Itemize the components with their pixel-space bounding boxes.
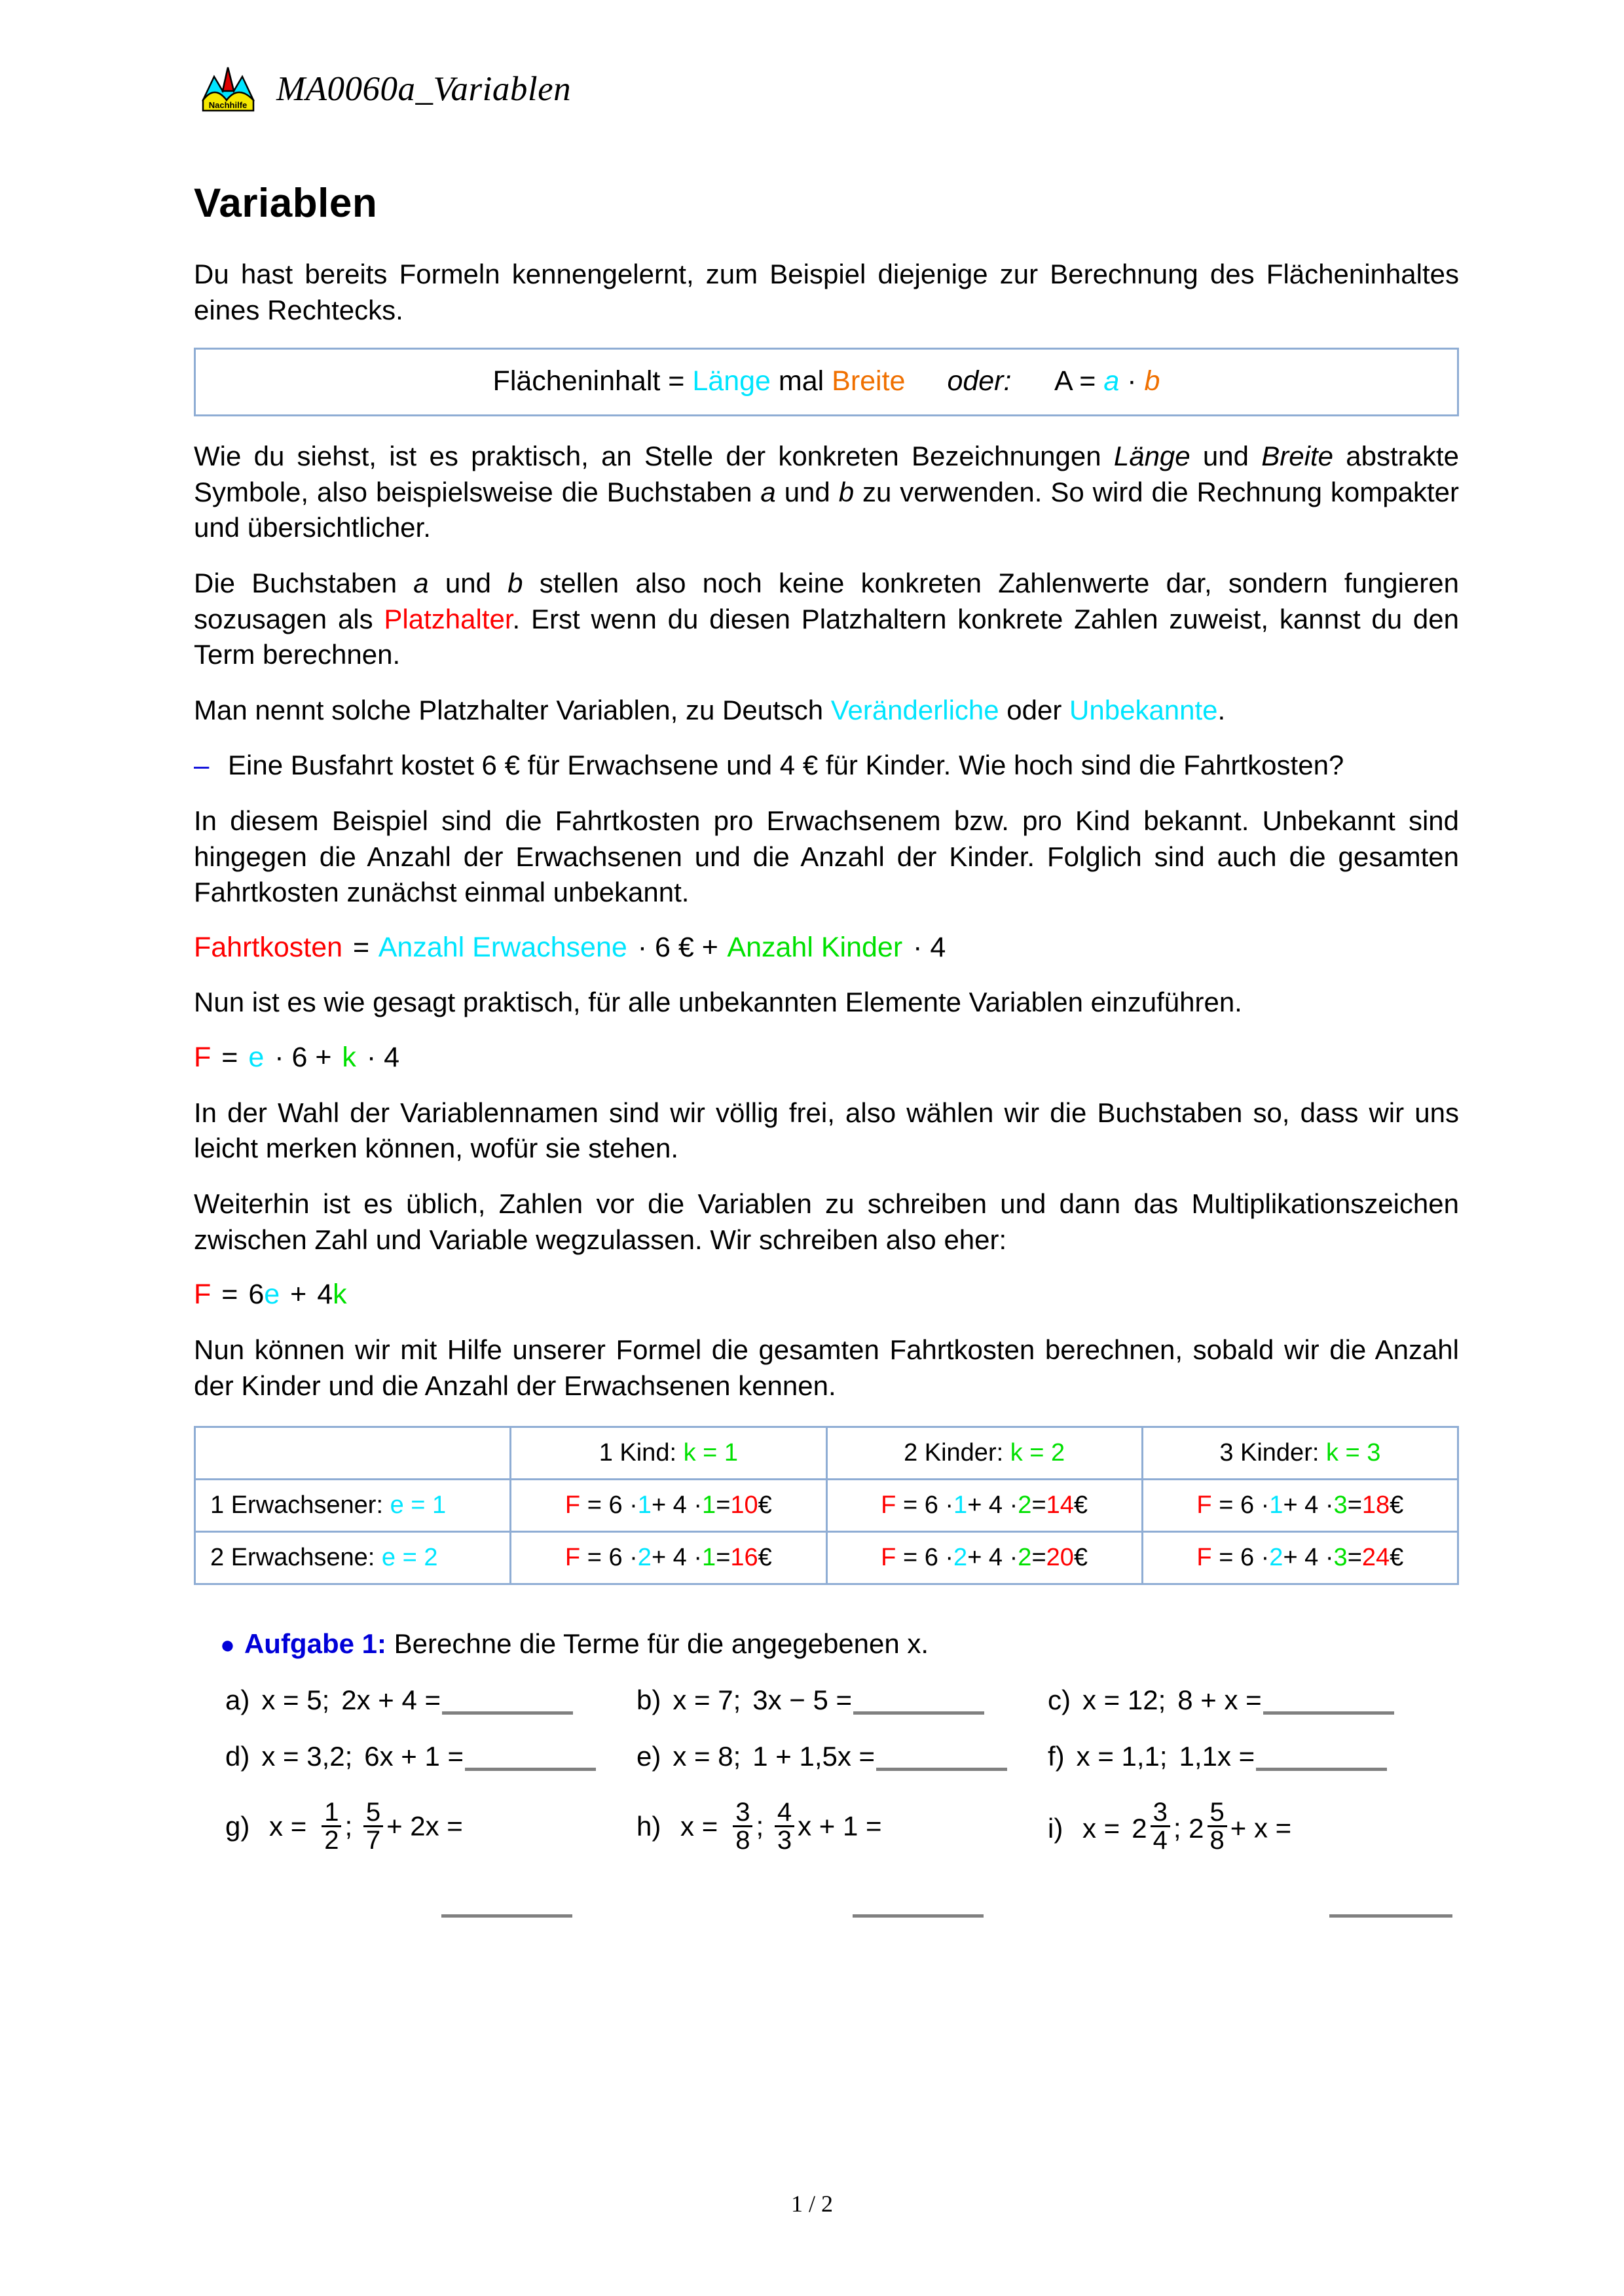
pp-b: b xyxy=(507,567,523,598)
table-cell xyxy=(826,1532,1142,1584)
exercise-b xyxy=(637,1685,1048,1716)
formula-dot: · xyxy=(1127,365,1137,397)
formula-laenge: Länge xyxy=(692,365,771,397)
pp-text-1: Die Buchstaben xyxy=(194,567,414,598)
ps-laenge: Länge xyxy=(1113,441,1190,472)
aufgabe-title: Aufgabe 1: xyxy=(244,1628,386,1660)
exercise-g xyxy=(225,1798,637,1918)
ff-anzahl-kinder: Anzahl Kinder xyxy=(727,931,903,963)
table-cell xyxy=(826,1480,1142,1532)
c-plus: + 4 · xyxy=(967,1491,1018,1520)
exercise-c xyxy=(1048,1685,1459,1716)
bullet-dot-icon: ● xyxy=(220,1631,235,1660)
g-given-numerator: 1 xyxy=(324,1798,339,1827)
g-term-denominator: 7 xyxy=(363,1825,383,1854)
exercise-f xyxy=(1048,1741,1459,1772)
exercise-h-answer-line[interactable] xyxy=(853,1914,984,1918)
ps-breite: Breite xyxy=(1261,441,1333,472)
fs-e: e xyxy=(264,1279,280,1311)
exercise-i-answer-line[interactable] xyxy=(1329,1914,1452,1918)
pv-text-2: oder xyxy=(999,694,1070,725)
exercise-i-semicolon: ; xyxy=(1173,1812,1181,1844)
exercise-h-given-fraction xyxy=(733,1800,752,1854)
paragraph-beispiel: In diesem Beispiel sind die Fahrtkosten pro Erwachsenem bzw. pro Kind bekannt. Unbekannt sind hingegen die Anzahl der Erwachsenen und die Anzahl der Kinder. Folglich sind auch die gesamten Fahrtkosten zunächst einmal unbekannt. xyxy=(194,805,1459,908)
exercise-g-given-fraction xyxy=(322,1800,341,1854)
c-result: 14 xyxy=(1046,1491,1074,1520)
paragraph-wahl: In der Wahl der Variablennamen sind wir völlig frei, also wählen wir die Buchstaben so, dass wir uns leicht merken können, wofür sie stehen. xyxy=(194,1097,1459,1164)
formula-f-long xyxy=(194,1040,1459,1076)
pv-text-3: . xyxy=(1217,694,1226,725)
c-plus: + 4 · xyxy=(1283,1491,1334,1520)
svg-text:Nachhilfe: Nachhilfe xyxy=(208,100,248,110)
exercise-h-term-tail: x + 1 = xyxy=(798,1810,882,1842)
intro-paragraph: Du hast bereits Formeln kennengelernt, zum Beispiel diejenige zur Berechnung des Flächeninhaltes eines Rechtecks. xyxy=(194,259,1459,325)
exercise-g-answer-line[interactable] xyxy=(441,1914,572,1918)
c-eq2: = xyxy=(1031,1544,1046,1572)
ps-text-1: Wie du siehst, ist es praktisch, an Stelle der konkreten Bezeichnungen xyxy=(194,441,1114,472)
c-e: 2 xyxy=(1269,1544,1283,1572)
fl-mid: · 6 + xyxy=(274,1042,332,1074)
fs-four: 4 xyxy=(317,1279,333,1311)
th2-eq: = xyxy=(1022,1439,1052,1467)
fs-equals: = xyxy=(221,1279,238,1311)
th3-eq: = xyxy=(1338,1439,1367,1467)
th2-k: k xyxy=(1010,1439,1023,1467)
rh1-prefix: 1 Erwachsener: xyxy=(210,1491,390,1520)
page-header xyxy=(196,62,571,116)
nachhilfe-logo-icon xyxy=(196,62,259,116)
formula-mal: mal xyxy=(778,365,824,397)
table-cell xyxy=(1142,1532,1458,1584)
c-plus: + 4 · xyxy=(651,1544,703,1572)
c-k: 3 xyxy=(1333,1491,1348,1520)
bullet-busfahrt-text: Eine Busfahrt kostet 6 € für Erwachsene und 4 € für Kinder. Wie hoch sind die Fahrtkosten? xyxy=(228,750,1344,781)
table-col-header-1 xyxy=(511,1427,826,1480)
formula-label: Flächeninhalt xyxy=(492,365,661,397)
c-eq: = 6 · xyxy=(896,1544,954,1572)
area-formula-box xyxy=(194,348,1459,416)
exercise-d-label: d) xyxy=(225,1741,250,1772)
h-given-denominator: 8 xyxy=(733,1825,752,1854)
exercise-d-given: x = 3,2; xyxy=(261,1741,353,1772)
c-f: F xyxy=(564,1491,581,1520)
bullet-busfahrt xyxy=(194,748,1459,784)
formula-a-var: a xyxy=(1103,365,1120,397)
exercise-g-label: g) xyxy=(225,1810,250,1842)
exercise-i-given-fraction xyxy=(1151,1800,1170,1854)
c-eq2: = xyxy=(1031,1491,1046,1520)
c-f: F xyxy=(564,1544,581,1572)
exercise-f-term: 1,1x = xyxy=(1179,1741,1255,1772)
formula-b-var: b xyxy=(1144,365,1160,397)
c-f: F xyxy=(881,1491,896,1520)
exercise-row-2 xyxy=(194,1741,1459,1772)
ff-fahrtkosten: Fahrtkosten xyxy=(194,931,343,963)
fl-k: k xyxy=(342,1042,356,1074)
fs-k: k xyxy=(333,1279,347,1311)
formula-fahrtkosten xyxy=(194,930,1459,966)
rh2-prefix: 2 Erwachsene: xyxy=(210,1544,382,1572)
pv-unbekannte: Unbekannte xyxy=(1069,694,1218,725)
c-f: F xyxy=(1196,1544,1212,1572)
exercise-e-answer-line[interactable] xyxy=(876,1743,1007,1771)
exercise-row-1 xyxy=(194,1685,1459,1716)
exercise-g-term-tail: + 2x = xyxy=(386,1810,463,1842)
ff-tail: · 4 xyxy=(913,931,946,963)
th2-value: 2 xyxy=(1051,1439,1065,1467)
th3-prefix: 3 Kinder: xyxy=(1219,1439,1326,1467)
exercise-h-label: h) xyxy=(637,1810,661,1842)
exercise-i-x-eq: x = xyxy=(1082,1812,1120,1844)
exercise-b-term: 3x − 5 = xyxy=(752,1685,853,1716)
c-unit: € xyxy=(1073,1491,1088,1520)
pv-veraenderliche: Veränderliche xyxy=(830,694,999,725)
c-plus: + 4 · xyxy=(651,1491,703,1520)
ps-text-5: zu verwenden. So wird die Rechnung kompakter und übersichtlicher. xyxy=(194,476,1459,543)
exercise-i-term-mixed xyxy=(1189,1798,1230,1855)
exercise-e-given: x = 8; xyxy=(673,1741,741,1772)
exercise-e-label: e) xyxy=(637,1741,661,1772)
paragraph-einfuehren: Nun ist es wie gesagt praktisch, für alle unbekannten Elemente Variablen einzuführen. xyxy=(194,987,1242,1018)
i-given-numerator: 3 xyxy=(1153,1798,1168,1827)
ps-b: b xyxy=(838,476,855,507)
rh2-e: e xyxy=(381,1544,396,1572)
aufgabe-instruction: Berechne die Terme für die angegebenen x. xyxy=(386,1628,929,1660)
th3-value: 3 xyxy=(1367,1439,1381,1467)
c-result: 20 xyxy=(1046,1544,1074,1572)
formula-f-short xyxy=(194,1277,1459,1313)
table-header-row xyxy=(195,1427,1458,1480)
rh1-e: e xyxy=(390,1491,404,1520)
rh1-eq: = xyxy=(403,1491,433,1520)
pp-text-3: stellen also noch keine konkreten Zahlenwerte dar, sondern fungieren sozusagen als xyxy=(194,567,1459,634)
exercise-c-given: x = 12; xyxy=(1082,1685,1166,1716)
ps-a: a xyxy=(760,476,776,507)
c-result: 24 xyxy=(1361,1544,1390,1572)
exercise-d-answer-line[interactable] xyxy=(465,1743,596,1771)
exercise-f-given: x = 1,1; xyxy=(1076,1741,1168,1772)
exercise-i-term-fraction xyxy=(1208,1800,1227,1854)
h-term-denominator: 3 xyxy=(775,1825,794,1854)
exercise-g-term-fraction xyxy=(363,1800,383,1854)
fs-f: F xyxy=(194,1279,212,1311)
rh2-value: 2 xyxy=(424,1544,438,1572)
i-term-denominator: 8 xyxy=(1208,1825,1227,1854)
c-e: 1 xyxy=(1269,1491,1283,1520)
c-result: 18 xyxy=(1361,1491,1390,1520)
c-f: F xyxy=(881,1544,896,1572)
exercise-i-given-mixed xyxy=(1132,1798,1173,1855)
paragraph-weiterhin: Weiterhin ist es üblich, Zahlen vor die Variablen zu schreiben und dann das Multiplikationszeichen zwischen Zahl und Variable wegzulassen. Wir schreiben also eher: xyxy=(194,1188,1459,1255)
page-footer: 1 / 2 xyxy=(790,2191,833,2217)
c-plus: + 4 · xyxy=(967,1544,1018,1572)
ff-mid: · 6 € + xyxy=(637,931,718,963)
fs-six: 6 xyxy=(248,1279,265,1311)
table-corner-cell xyxy=(195,1427,511,1480)
exercise-f-answer-line[interactable] xyxy=(1256,1743,1387,1771)
pv-text-1: Man nennt solche Platzhalter Variablen, zu Deutsch xyxy=(194,694,831,725)
fl-tail: · 4 xyxy=(366,1042,400,1074)
fl-equals: = xyxy=(221,1042,238,1074)
c-f: F xyxy=(1196,1491,1212,1520)
exercise-d xyxy=(225,1741,637,1772)
pp-text-4: . Erst wenn du diesen Platzhaltern konkrete Zahlen zuweist, kannst du den Term berechnen. xyxy=(194,603,1459,670)
paragraph-platzhalter xyxy=(194,566,1459,673)
formula-oder: oder: xyxy=(947,365,1012,397)
paragraph-symbole xyxy=(194,439,1459,546)
th1-value: 1 xyxy=(724,1439,739,1467)
c-unit: € xyxy=(1390,1544,1404,1572)
exercise-a xyxy=(225,1685,637,1716)
i-term-whole: 2 xyxy=(1189,1812,1204,1844)
table-row xyxy=(195,1532,1458,1584)
c-unit: € xyxy=(1073,1544,1088,1572)
i-term-numerator: 5 xyxy=(1209,1798,1225,1827)
exercise-f-label: f) xyxy=(1048,1741,1065,1772)
aufgabe-heading xyxy=(194,1628,1459,1660)
c-k: 1 xyxy=(702,1544,716,1572)
exercise-d-term: 6x + 1 = xyxy=(364,1741,464,1772)
exercise-b-label: b) xyxy=(637,1685,661,1716)
c-eq2: = xyxy=(716,1491,731,1520)
table-cell xyxy=(511,1480,826,1532)
exercise-c-label: c) xyxy=(1048,1685,1071,1716)
c-unit: € xyxy=(758,1491,772,1520)
fl-e: e xyxy=(248,1042,265,1074)
c-k: 1 xyxy=(702,1491,716,1520)
fs-plus: + xyxy=(290,1279,307,1311)
formula-a-symbol: A xyxy=(1054,365,1072,397)
c-e: 1 xyxy=(953,1491,968,1520)
exercise-h-semicolon: ; xyxy=(756,1810,764,1842)
pp-platzhalter: Platzhalter xyxy=(384,603,513,634)
table-col-header-3 xyxy=(1142,1427,1458,1480)
th2-prefix: 2 Kinder: xyxy=(904,1439,1010,1467)
c-e: 2 xyxy=(953,1544,968,1572)
h-term-numerator: 4 xyxy=(777,1798,792,1827)
document-code: MA0060a_Variablen xyxy=(276,70,572,108)
values-table xyxy=(194,1426,1459,1585)
exercise-a-answer-line[interactable] xyxy=(442,1686,573,1715)
ps-text-4: und xyxy=(775,476,839,507)
ff-equals: = xyxy=(353,931,370,963)
formula-breite: Breite xyxy=(832,365,906,397)
exercise-e xyxy=(637,1741,1048,1772)
page-title: Variablen xyxy=(194,181,378,226)
c-eq2: = xyxy=(716,1544,731,1572)
exercise-b-given: x = 7; xyxy=(673,1685,741,1716)
c-unit: € xyxy=(1390,1491,1404,1520)
table-row xyxy=(195,1480,1458,1532)
table-col-header-2 xyxy=(826,1427,1142,1480)
th1-k: k xyxy=(683,1439,696,1467)
i-given-whole: 2 xyxy=(1132,1812,1147,1844)
c-eq: = 6 · xyxy=(580,1491,638,1520)
c-eq: = 6 · xyxy=(580,1544,638,1572)
exercise-h xyxy=(637,1798,1048,1918)
exercise-a-label: a) xyxy=(225,1685,250,1716)
c-result: 16 xyxy=(730,1544,758,1572)
exercise-a-given: x = 5; xyxy=(261,1685,330,1716)
c-eq: = 6 · xyxy=(896,1491,954,1520)
th3-k: k xyxy=(1325,1439,1338,1467)
exercise-h-term-fraction xyxy=(775,1800,794,1854)
c-k: 3 xyxy=(1333,1544,1348,1572)
c-eq: = 6 · xyxy=(1211,1491,1270,1520)
exercise-i-term-tail: + x = xyxy=(1230,1812,1292,1844)
ps-text-3: abstrakte Symbole, also beispielsweise die Buchstaben xyxy=(194,441,1459,507)
fl-f: F xyxy=(194,1042,212,1074)
c-k: 2 xyxy=(1018,1491,1032,1520)
c-k: 2 xyxy=(1018,1544,1032,1572)
formula-equals-2: = xyxy=(1079,365,1096,397)
c-plus: + 4 · xyxy=(1283,1544,1334,1572)
exercise-a-term: 2x + 4 = xyxy=(341,1685,441,1716)
paragraph-nunkoennen: Nun können wir mit Hilfe unserer Formel die gesamten Fahrtkosten berechnen, sobald wir die Anzahl der Kinder und die Anzahl der Erwachsenen kennen. xyxy=(194,1334,1459,1401)
exercise-i-label: i) xyxy=(1048,1812,1063,1844)
c-e: 2 xyxy=(637,1544,652,1572)
exercise-h-x-eq: x = xyxy=(680,1810,718,1842)
c-unit: € xyxy=(758,1544,772,1572)
exercise-row-3 xyxy=(194,1798,1459,1918)
th1-eq: = xyxy=(695,1439,724,1467)
paragraph-variablen xyxy=(194,693,1459,729)
exercise-c-term: 8 + x = xyxy=(1177,1685,1262,1716)
table-cell xyxy=(1142,1480,1458,1532)
i-given-denominator: 4 xyxy=(1151,1825,1170,1854)
pp-text-2: und xyxy=(428,567,508,598)
g-term-numerator: 5 xyxy=(365,1798,381,1827)
g-given-denominator: 2 xyxy=(322,1825,341,1854)
c-result: 10 xyxy=(730,1491,758,1520)
ps-text-2: und xyxy=(1190,441,1262,472)
dash-marker: – xyxy=(194,750,210,781)
exercise-b-answer-line[interactable] xyxy=(853,1686,984,1715)
c-eq: = 6 · xyxy=(1211,1544,1270,1572)
c-eq2: = xyxy=(1347,1491,1362,1520)
table-row-header-1 xyxy=(195,1480,511,1532)
rh2-eq: = xyxy=(396,1544,424,1572)
c-e: 1 xyxy=(637,1491,652,1520)
exercise-g-semicolon: ; xyxy=(344,1810,353,1842)
c-eq2: = xyxy=(1347,1544,1362,1572)
exercise-i xyxy=(1048,1798,1459,1918)
pp-a: a xyxy=(413,567,429,598)
exercise-g-x-eq: x = xyxy=(269,1810,307,1842)
rh1-value: 1 xyxy=(432,1491,447,1520)
table-row-header-2 xyxy=(195,1532,511,1584)
exercise-c-answer-line[interactable] xyxy=(1263,1686,1394,1715)
exercise-e-term: 1 + 1,5x = xyxy=(752,1741,876,1772)
formula-equals: = xyxy=(668,365,685,397)
document-body xyxy=(194,180,1459,1918)
h-given-numerator: 3 xyxy=(735,1798,750,1827)
ff-anzahl-erwachsene: Anzahl Erwachsene xyxy=(378,931,627,963)
table-cell xyxy=(511,1532,826,1584)
th1-prefix: 1 Kind: xyxy=(599,1439,684,1467)
